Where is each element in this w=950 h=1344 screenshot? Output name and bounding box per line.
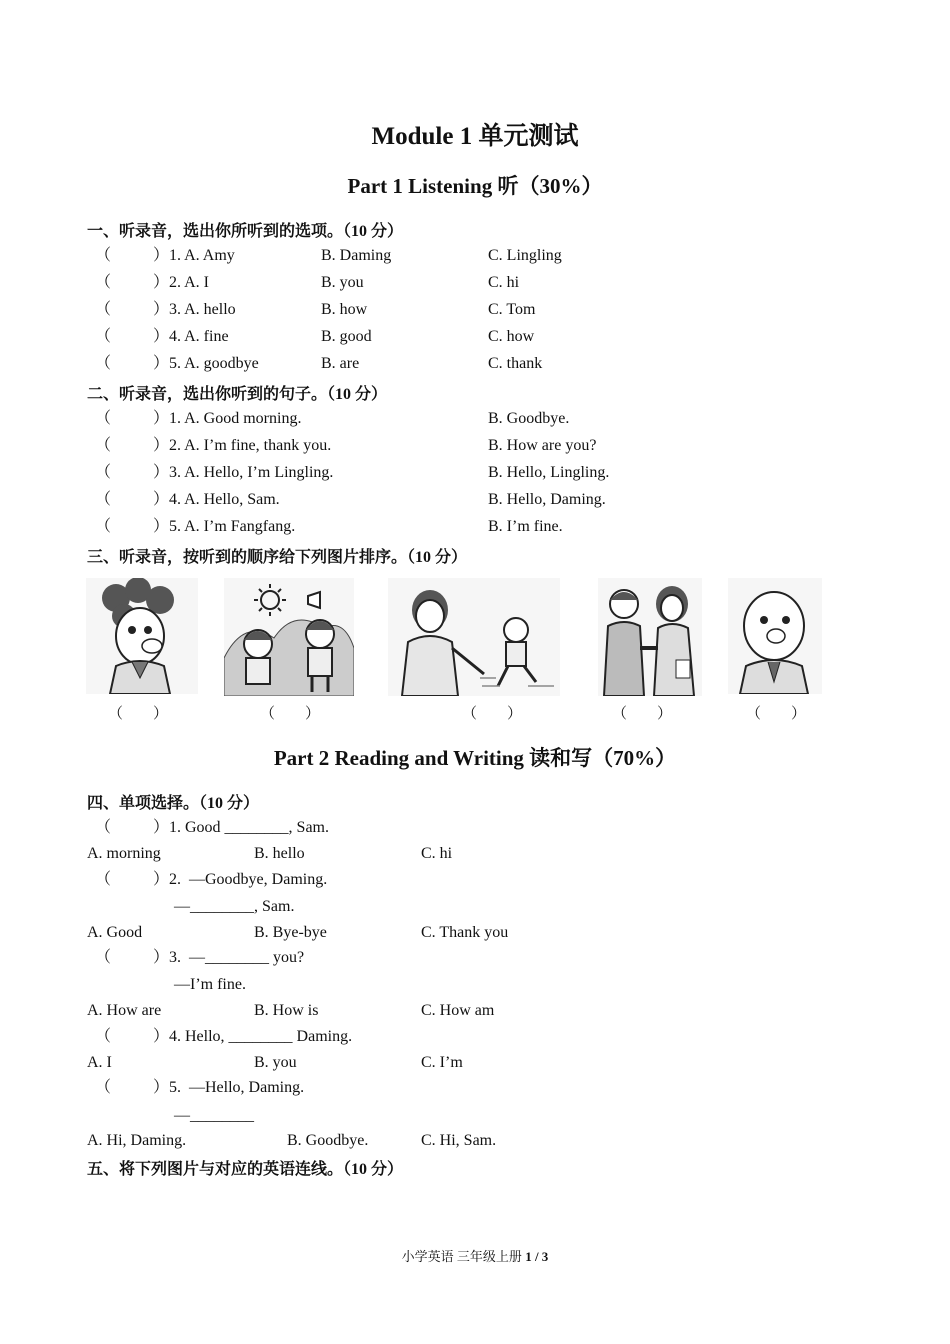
s4-q3-reply: —I’m fine. bbox=[174, 976, 246, 993]
s1-question-4: （ ）4. A. fine B. good C. how bbox=[87, 325, 867, 349]
answer-blank[interactable]: （ bbox=[95, 1028, 112, 1045]
section4-heading: 四、单项选择。（10 分） bbox=[87, 795, 260, 812]
answer-blank[interactable]: （ bbox=[95, 247, 112, 264]
s4-options-1: A. morning B. hello C. hi bbox=[87, 845, 453, 862]
s4-options-3: A. How are B. How is C. How am bbox=[87, 1002, 495, 1019]
picture-2-blank[interactable]: （ ） bbox=[260, 706, 321, 722]
answer-blank[interactable]: （ bbox=[95, 1079, 112, 1096]
s4-question-2: （ ）2. —Goodbye, Daming. bbox=[87, 868, 867, 892]
s2-question-5: （ ）5. A. I’m Fangfang. B. I’m fine. bbox=[87, 515, 867, 539]
answer-blank[interactable]: （ bbox=[95, 437, 112, 454]
handshake-picture bbox=[598, 578, 702, 696]
teacher-and-boy-picture bbox=[388, 578, 560, 696]
section5-heading: 五、将下列图片与对应的英语连线。（10 分） bbox=[87, 1161, 404, 1178]
s1-question-2: （ ）2. A. I B. you C. hi bbox=[87, 271, 867, 295]
s4-options-2: A. Good B. Bye-bye C. Thank you bbox=[87, 924, 509, 941]
answer-blank[interactable]: （ bbox=[95, 274, 112, 291]
picture-1-blank[interactable]: （ ） bbox=[108, 706, 169, 722]
s4-question-3: （ ）3. —________ you? bbox=[87, 946, 867, 970]
s4-options-4: A. I B. you C. I’m bbox=[87, 1054, 463, 1071]
answer-blank[interactable]: （ bbox=[95, 355, 112, 372]
s2-question-3: （ ）3. A. Hello, I’m Lingling. B. Hello, Lingling. bbox=[87, 461, 867, 485]
answer-blank[interactable]: （ bbox=[95, 328, 112, 345]
answer-blank[interactable]: （ bbox=[95, 410, 112, 427]
section2-heading: 二、听录音，选出你听到的句子。（10 分） bbox=[87, 386, 388, 403]
section1-heading: 一、听录音，选出你所听到的选项。（10 分） bbox=[87, 223, 404, 240]
answer-blank[interactable]: （ bbox=[95, 819, 112, 836]
s4-options-5: A. Hi, Daming. B. Goodbye. C. Hi, Sam. bbox=[87, 1132, 497, 1149]
part1-heading: Part 1 Listening 听（30%） bbox=[347, 174, 603, 198]
s1-question-5: （ ）5. A. goodbye B. are C. thank bbox=[87, 352, 867, 376]
girl-picture bbox=[86, 578, 198, 694]
answer-blank[interactable]: （ bbox=[95, 949, 112, 966]
s1-question-3: （ ）3. A. hello B. how C. Tom bbox=[87, 298, 867, 322]
part2-heading: Part 2 Reading and Writing 读和写（70%） bbox=[273, 746, 677, 770]
section3-heading: 三、听录音，按听到的顺序给下列图片排序。（10 分） bbox=[87, 549, 468, 566]
s2-question-1: （ ）1. A. Good morning. B. Goodbye. bbox=[87, 407, 867, 431]
page-number: 1 / 3 bbox=[525, 1249, 549, 1264]
answer-blank[interactable]: （ bbox=[95, 518, 112, 535]
footer-text: 小学英语 三年级上册 bbox=[401, 1249, 526, 1264]
picture-5-blank[interactable]: （ ） bbox=[746, 706, 807, 722]
s2-question-4: （ ）4. A. Hello, Sam. B. Hello, Daming. bbox=[87, 488, 867, 512]
s4-q2-reply: —________, Sam. bbox=[174, 898, 295, 915]
bald-boy-picture bbox=[728, 578, 822, 694]
answer-blank[interactable]: （ bbox=[95, 301, 112, 318]
s1-question-1: （ ）1. A. Amy B. Daming C. Lingling bbox=[87, 244, 867, 268]
s2-question-2: （ ）2. A. I’m fine, thank you. B. How are you? bbox=[87, 434, 867, 458]
s4-question-1: （ ）1. Good ________, Sam. bbox=[87, 816, 867, 840]
boys-picture bbox=[224, 578, 354, 696]
answer-blank[interactable]: （ bbox=[95, 871, 112, 888]
page-footer bbox=[0, 1246, 950, 1265]
picture-4-blank[interactable]: （ ） bbox=[612, 706, 673, 722]
s4-question-4: （ ）4. Hello, ________ Daming. bbox=[87, 1025, 867, 1049]
s4-question-5: （ ）5. —Hello, Daming. bbox=[87, 1076, 867, 1100]
picture-3-blank[interactable]: （ ） bbox=[462, 706, 523, 722]
answer-blank[interactable]: （ bbox=[95, 464, 112, 481]
answer-blank[interactable]: （ bbox=[95, 491, 112, 508]
s4-q5-reply: —________ bbox=[174, 1107, 254, 1124]
page-title: Module 1 单元测试 bbox=[371, 123, 579, 150]
